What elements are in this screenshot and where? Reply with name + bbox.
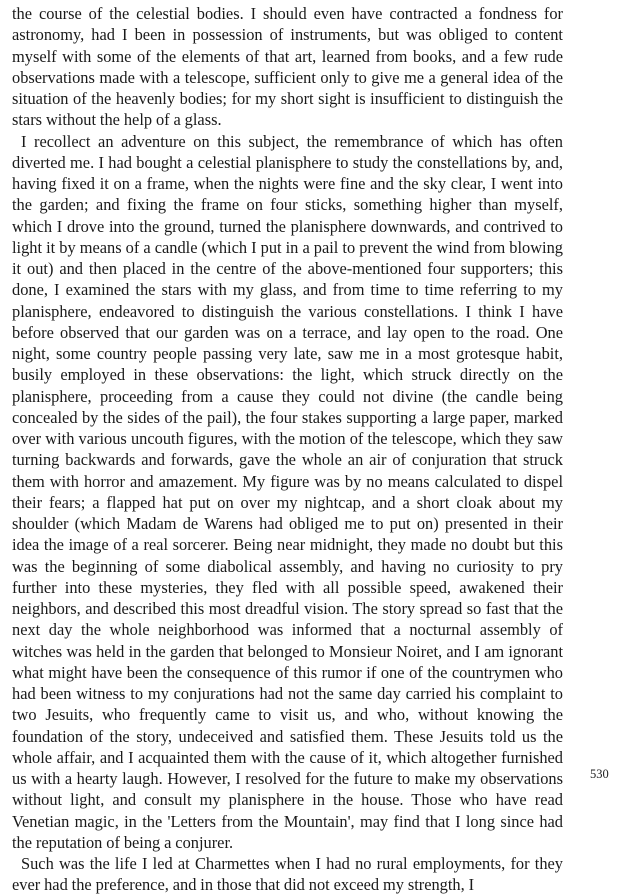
paragraph-3: Such was the life I led at Charmettes when I had no rural employments, for they ever had the preference, and in those that did not exceed my strength, I [12, 854, 563, 895]
page-body [12, 3, 563, 895]
paragraph-1: the course of the celestial bodies. I should even have contracted a fondness for astronomy, had I been in possession of instruments, but was obliged to content myself with some of the elements of that art, learned from books, and a few rude observations made with a telescope, sufficient only to give me a general idea of the situation of the heavenly bodies; for my short sight is insufficient to distinguish the stars without the help of a glass. [12, 4, 563, 130]
paragraph-2: I recollect an adventure on this subject, the remembrance of which has often diverted me. I had bought a celestial planisphere to study the constellations by, and, having fixed it on a frame, when the nights were fine and the sky clear, I went into the garden; and fixing the frame on four sticks, something higher than myself, which I drove into the ground, turned the planisphere downwards, and contrived to light it by means of a candle (which I put in a pail to prevent the wind from blowing it out) and then placed in the centre of the above-mentioned four supporters; this done, I examined the stars with my glass, and from time to time referring to my planisphere, endeavored to distinguish the various constellations. I think I have before observed that our garden was on a terrace, and lay open to the road. One night, some country people passing very late, saw me in a most grotesque habit, busily employed in these observations: the light, which struck directly on the planisphere, proceeding from a cause they could not divine (the candle being concealed by the sides of the pail), the four stakes supporting a large paper, marked over with various uncouth figures, with the motion of the telescope, which they saw turning backwards and forwards, gave the whole an air of conjuration that struck them with horror and amazement. My figure was by no means calculated to dispel their fears; a flapped hat put on over my nightcap, and a short cloak about my shoulder (which Madam de Warens had obliged me to put on) presented in their idea the image of a real sorcerer. Being near midnight, they made no doubt but this was the beginning of some diabolical assembly, and having no curiosity to pry further into these mysteries, they fled with all possible speed, awakened their neighbors, and described this most dreadful vision. The story spread so fast that the next day the whole neighborhood was informed that a nocturnal assembly of witches was held in the garden that belonged to Monsieur Noiret, and I am ignorant what might have been the consequence of this rumor if one of the countrymen who had been witness to my conjurations had not the same day carried his complaint to two Jesuits, who frequently came to visit us, and who, without knowing the foundation of the story, undeceived and satisfied them. These Jesuits told us the whole affair, and I acquainted them with the cause of it, which altogether furnished us with a hearty laugh. However, I resolved for the future to make my observations without light, and consult my planisphere in the house. Those who have read Venetian magic, in the 'Letters from the Mountain', may find that I long since had the reputation of being a conjurer. [12, 131, 563, 852]
page-number: 530 [590, 767, 609, 781]
